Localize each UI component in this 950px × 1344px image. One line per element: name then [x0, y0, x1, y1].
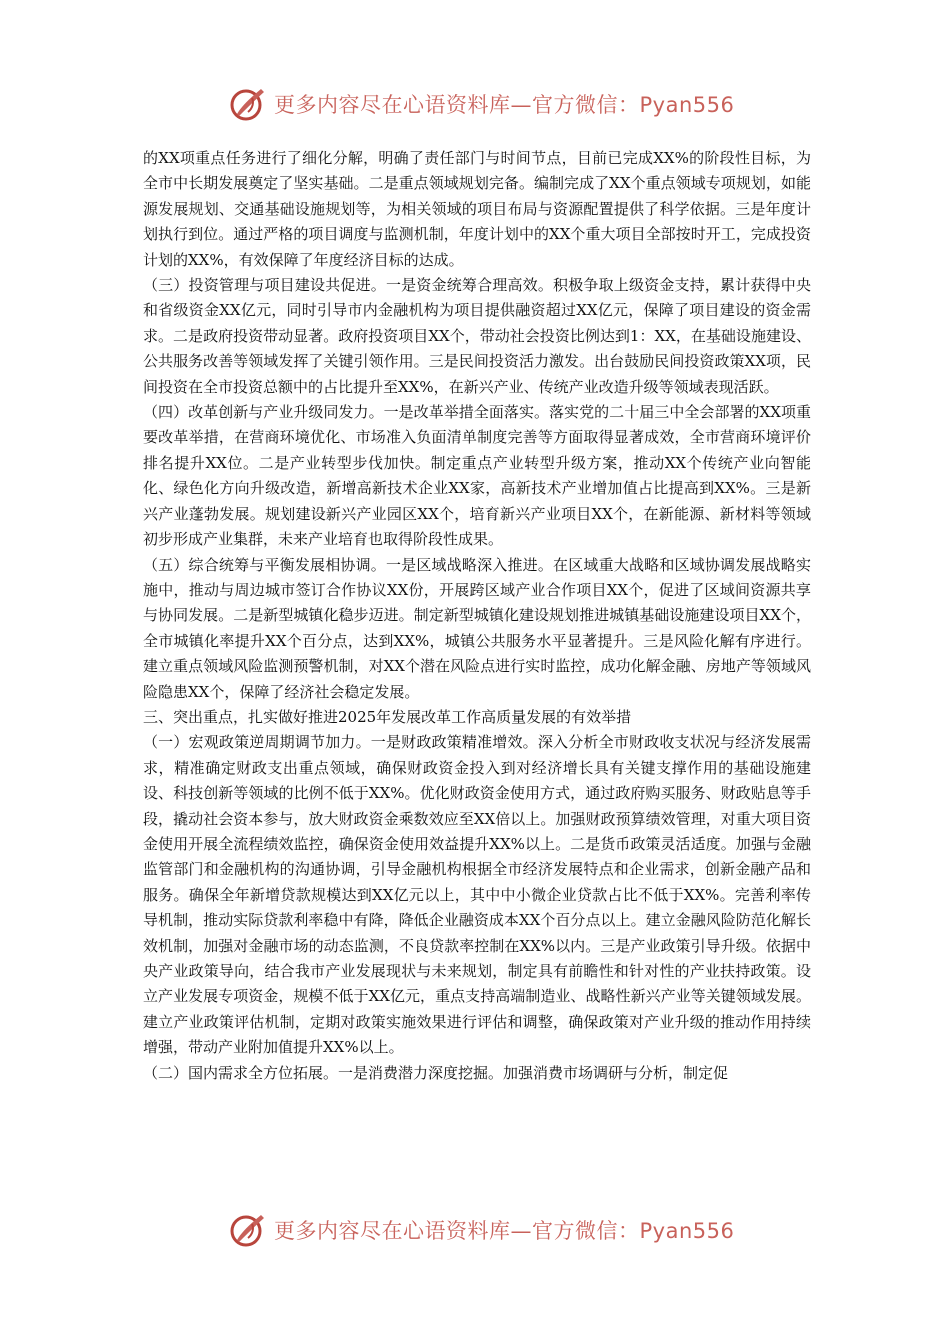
- pen-logo-icon: [228, 84, 268, 124]
- header-banner: [228, 84, 748, 124]
- paragraph-continuation: 的XX项重点任务进行了细化分解，明确了责任部门与时间节点，目前已完成XX%的阶段性目标，为全市中长期发展奠定了坚实基础。二是重点领域规划完备。编制完成了XX个重点领域专项规划，如能源发展规划、交通基础设施规划等，为相关领域的项目布局与资源配置提供了科学依据。三是年度计划执行到位。通过严格的项目调度与监测机制，年度计划中的XX个重大项目全部按时开工，完成投资计划的XX%，有效保障了年度经济目标的达成。: [143, 149, 811, 269]
- paragraph-investment: （三）投资管理与项目建设共促进。一是资金统筹合理高效。积极争取上级资金支持，累计获得中央和省级资金XX亿元，同时引导市内金融机构为项目提供融资超过XX亿元，保障了项目建设的资金需求。二是政府投资带动显著。政府投资项目XX个，带动社会投资比例达到1：XX，在基础设施建设、公共服务改善等领域发挥了关键引领作用。三是民间投资活力激发。出台鼓励民间投资政策XX项，民间投资在全市投资总额中的占比提升至XX%，在新兴产业、传统产业改造升级等领域表现活跃。: [143, 276, 811, 396]
- footer-banner: [228, 1210, 748, 1250]
- banner-text: 更多内容尽在心语资料库—官方微信：Pyan556: [274, 1219, 735, 1243]
- document-body: [143, 146, 811, 1086]
- paragraph-reform: （四）改革创新与产业升级同发力。一是改革举措全面落实。落实党的二十届三中全会部署的XX项重要改革举措，在营商环境优化、市场准入负面清单制度完善等方面取得显著成效，全市营商环境评价排名提升XX位。二是产业转型步伐加快。制定重点产业转型升级方案，推动XX个传统产业向智能化、绿色化方向升级改造，新增高新技术企业XX家，高新技术产业增加值占比提高到XX%。三是新兴产业蓬勃发展。规划建设新兴产业园区XX个，培育新兴产业项目XX个，在新能源、新材料等领域初步形成产业集群，未来产业培育也取得阶段性成果。: [143, 403, 811, 549]
- pen-logo-icon: [228, 1210, 268, 1250]
- paragraph-macro-policy: （一）宏观政策逆周期调节加力。一是财政政策精准增效。深入分析全市财政收支状况与经济发展需求，精准确定财政支出重点领域，确保财政资金投入到对经济增长具有关键支撑作用的基础设施建设、科技创新等领域的比例不低于XX%。优化财政资金使用方式，通过政府购买服务、财政贴息等手段，撬动社会资本参与，放大财政资金乘数效应至XX倍以上。加强财政预算绩效管理，对重大项目资金使用开展全流程绩效监控，确保资金使用效益提升XX%以上。二是货币政策灵活适度。加强与金融监管部门和金融机构的沟通协调，引导金融机构根据全市经济发展特点和企业需求，创新金融产品和服务。确保全年新增贷款规模达到XX亿元以上，其中中小微企业贷款占比不低于XX%。完善利率传导机制，推动实际贷款利率稳中有降，降低企业融资成本XX个百分点以上。建立金融风险防范化解长效机制，加强对金融市场的动态监测，不良贷款率控制在XX%以内。三是产业政策引导升级。依据中央产业政策导向，结合我市产业发展现状与未来规划，制定具有前瞻性和针对性的产业扶持政策。设立产业发展专项资金，规模不低于XX亿元，重点支持高端制造业、战略性新兴产业等关键领域发展。建立产业政策评估机制，定期对政策实施效果进行评估和调整，确保政策对产业升级的推动作用持续增强，带动产业附加值提升XX%以上。: [143, 733, 811, 1057]
- paragraph-coordination: （五）综合统筹与平衡发展相协调。一是区域战略深入推进。在区域重大战略和区域协调发展战略实施中，推动与周边城市签订合作协议XX份，开展跨区域产业合作项目XX个，促进了区域间资源共享与协同发展。二是新型城镇化稳步迈进。制定新型城镇化建设规划推进城镇基础设施建设项目XX个，全市城镇化率提升XX个百分点，达到XX%，城镇公共服务水平显著提升。三是风险化解有序进行。建立重点领域风险监测预警机制，对XX个潜在风险点进行实时监控，成功化解金融、房地产等领域风险隐患XX个，保障了经济社会稳定发展。: [143, 555, 811, 701]
- section-heading: 三、突出重点，扎实做好推进2025年发展改革工作高质量发展的有效举措: [143, 707, 632, 726]
- banner-text: 更多内容尽在心语资料库—官方微信：Pyan556: [274, 93, 735, 117]
- paragraph-domestic-demand: （二）国内需求全方位拓展。一是消费潜力深度挖掘。加强消费市场调研与分析，制定促: [143, 1063, 729, 1082]
